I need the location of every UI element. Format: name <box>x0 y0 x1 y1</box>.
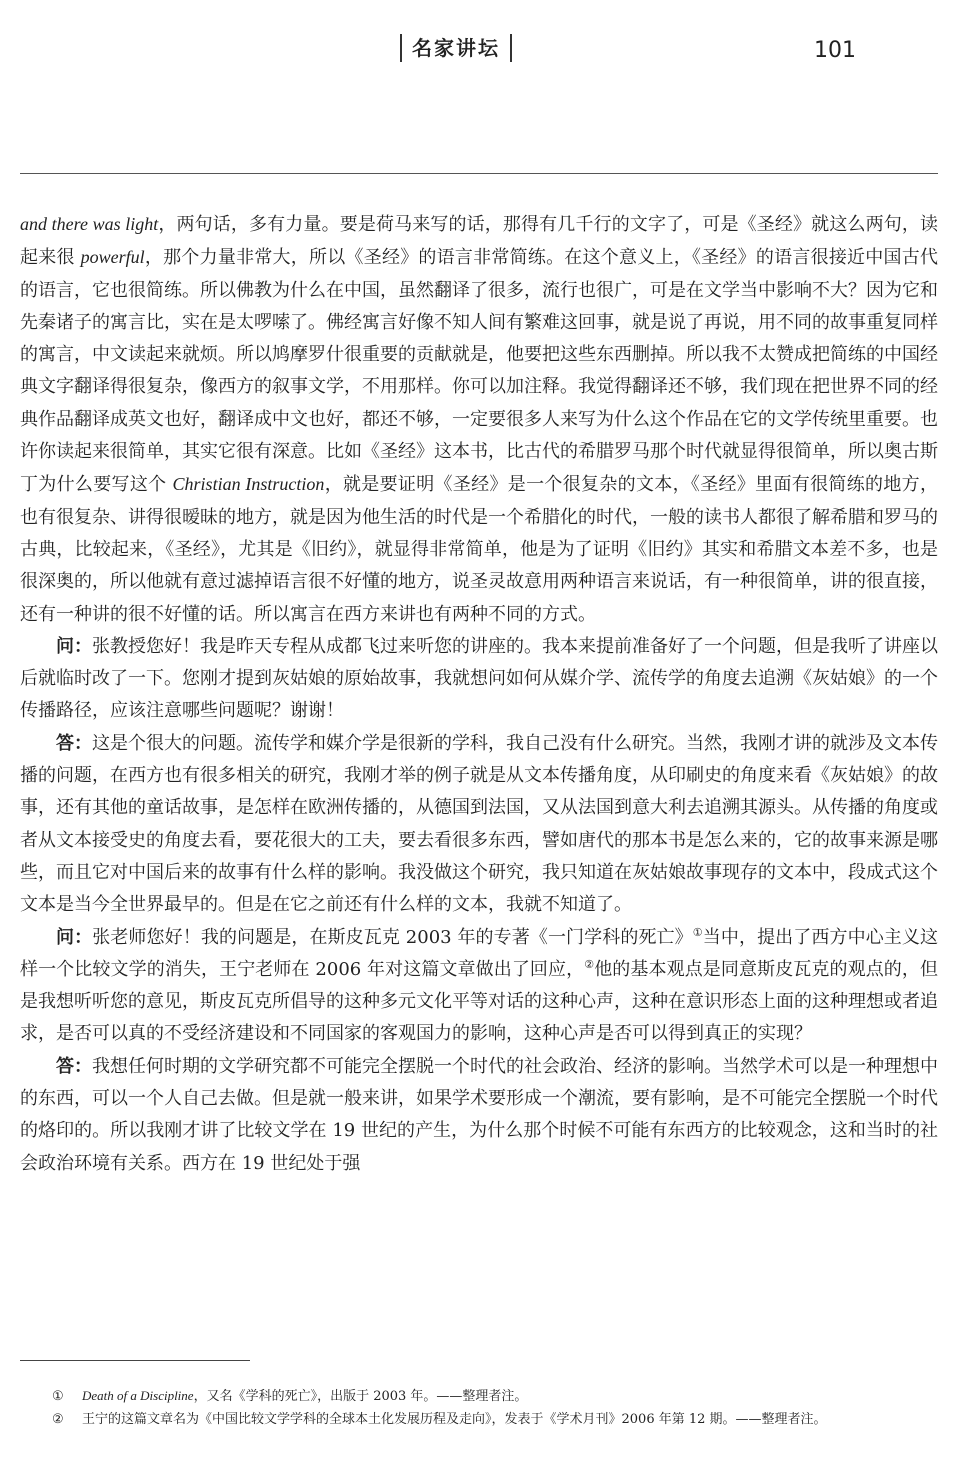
footnote-1 <box>20 1384 938 1408</box>
article-body <box>20 208 938 1180</box>
footnote-text: ，又名《学科的死亡》，出版于 2003 年。——整理者注。 <box>193 1389 528 1404</box>
page-number: 101 <box>814 38 856 63</box>
answer-paragraph-1 <box>20 728 938 922</box>
paragraph-text: ，两句话，多有力量。要是荷马来写的话，那得有几千行的文字了，可是《圣经》就这么两句，读起来很 <box>20 214 938 269</box>
english-phrase: and there was light <box>20 214 159 234</box>
english-word: powerful <box>80 247 145 268</box>
answer-paragraph-2 <box>20 1051 938 1180</box>
question-label: 问： <box>56 926 93 948</box>
footnote-english-title: Death of a Discipline <box>82 1388 194 1403</box>
footnotes <box>20 1384 938 1431</box>
book-title-english: Christian Instruction <box>172 474 325 495</box>
question-text: 张老师您好！我的问题是，在斯皮瓦克 2003 年的专著《一门学科的死亡》 <box>92 926 693 948</box>
question-text: 当中，提出了西方中心主义这样一个比较文学的消失，王宁老师在 2006 年对这篇文章做出了回应， <box>20 926 939 980</box>
paragraph-text: ，那个力量非常大，所以《圣经》的语言非常简练。在这个意义上，《圣经》的语言很接近中国古代的语言，它也很简练。所以佛教为什么在中国，虽然翻译了很多，流行也很广，可是在文学当中影响不大？因为它和先秦诸子的寓言比，实在是太啰嗦了。佛经寓言好像不知人间有繁难这回事，就是说了再说，用不同的故事重复同样的寓言，中文读起来就烦。所以鸠摩罗什很重要的贡献就是，他要把这些东西删掉。所以我不太赞成把简练的中国经典文字翻译得很复杂，像西方的叙事文学，不用那样。你可以加注释。我觉得翻译还不够，我们现在把世界不同的经典作品翻译成英文也好，翻译成中文也好，都还不够，一定要很多人来写为什么这个作品在它的文学传统里重要。也许你读起来很简单，其实它很有深意。比如《圣经》这本书，比古代的希腊罗马那个时代就显得很简单，所以奥古斯丁为什么要写这个 <box>20 247 938 496</box>
footnote-rule <box>20 1360 250 1361</box>
question-text: 张教授您好！我是昨天专程从成都飞过来听您的讲座的。我本来提前准备好了一个问题，但是我听了讲座以后就临时改了一下。您刚才提到灰姑娘的原始故事，我就想问如何从媒介学、流传学的角度去追溯《灰姑娘》的一个传播路径，应该注意哪些问题呢？谢谢！ <box>20 635 938 722</box>
footnote-text: 王宁的这篇文章名为《中国比较文学学科的全球本土化发展历程及走向》，发表于《学术月刊》2006 年第 12 期。——整理者注。 <box>82 1412 827 1427</box>
answer-label: 答： <box>56 1055 92 1077</box>
running-header <box>0 30 958 70</box>
footnote-ref-1[interactable]: ① <box>692 925 703 939</box>
section-title: 名家讲坛 <box>400 34 512 62</box>
question-paragraph-2 <box>20 922 938 1051</box>
question-text: 他的基本观点是同意斯皮瓦克的观点的，但是我想听听您的意见，斯皮瓦克所倡导的这种多元文化平等对话的这种心声，这种在意识形态上面的这种理想或者追求，是否可以真的不受经济建设和不同国家的客观国力的影响，这种心声是否可以得到真正的实现？ <box>20 958 938 1045</box>
footnote-ref-2[interactable]: ② <box>584 957 595 971</box>
header-rule <box>20 173 938 174</box>
answer-text: 我想任何时期的文学研究都不可能完全摆脱一个时代的社会政治、经济的影响。当然学术可以是一种理想中的东西，可以一个人自己去做。但是就一般来讲，如果学术要形成一个潮流，要有影响，是不可能完全摆脱一个时代的烙印的。所以我刚才讲了比较文学在 19 世纪的产生，为什么那个时候不可能有东西方的比较观念，这和当时的社会政治环境有关系。西方在 19 世纪处于强 <box>20 1055 938 1174</box>
paragraph-1 <box>20 208 938 631</box>
footnote-marker: ① <box>52 1389 64 1404</box>
answer-text: 这是个很大的问题。流传学和媒介学是很新的学科，我自己没有什么研究。当然，我刚才讲的就涉及文本传播的问题，在西方也有很多相关的研究，我刚才举的例子就是从文本传播角度，从印刷史的角度来看《灰姑娘》的故事，还有其他的童话故事，是怎样在欧洲传播的，从德国到法国，又从法国到意大利去追溯其源头。从传播的角度或者从文本接受史的角度去看，要花很大的工夫，要去看很多东西，譬如唐代的那本书是怎么来的，它的故事来源是哪些，而且它对中国后来的故事有什么样的影响。我没做这个研究，我只知道在灰姑娘故事现存的文本中，段成式这个文本是当今全世界最早的。但是在它之前还有什么样的文本，我就不知道了。 <box>20 732 938 916</box>
answer-label: 答： <box>56 732 92 754</box>
question-label: 问： <box>56 635 92 657</box>
footnote-2 <box>20 1408 938 1431</box>
question-paragraph-1 <box>20 631 938 728</box>
footnote-marker: ② <box>52 1412 64 1427</box>
paragraph-text: ，就是要证明《圣经》是一个很复杂的文本，《圣经》里面有很简练的地方，也有很复杂、讲得很暧昧的地方，就是因为他生活的时代是一个希腊化的时代，一般的读书人都很了解希腊和罗马的古典，比较起来，《圣经》，尤其是《旧约》，就显得非常简单，他是为了证明《旧约》其实和希腊文本差不多，也是很深奥的，所以他就有意过滤掉语言很不好懂的地方，说圣灵故意用两种语言来说话，有一种很简单，讲的很直接，还有一种讲的很不好懂的话。所以寓言在西方来讲也有两种不同的方式。 <box>20 474 938 625</box>
